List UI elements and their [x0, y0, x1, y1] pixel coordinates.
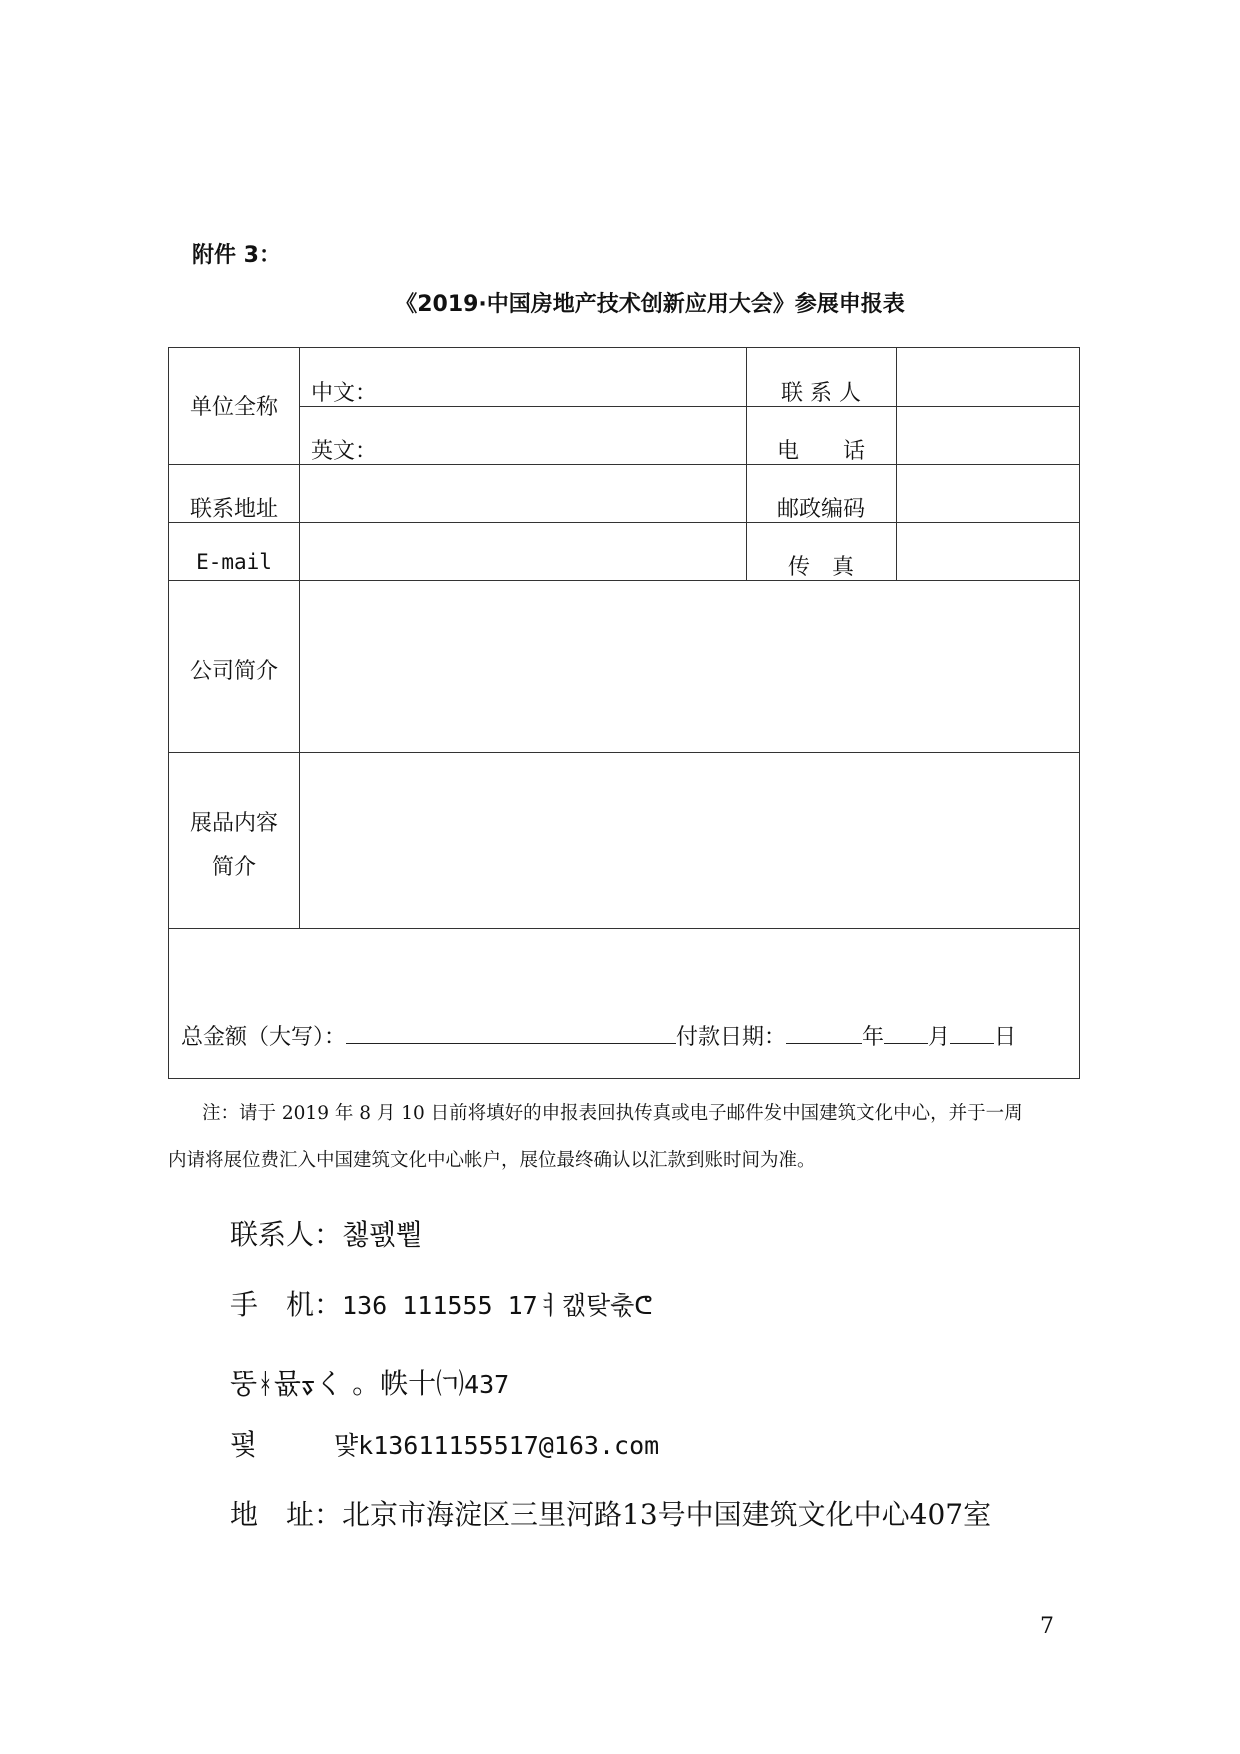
form-title: 《2019·中国房地产技术创新应用大会》参展申报表 — [395, 292, 905, 317]
english-name-label: 英文： — [311, 439, 378, 464]
address-label: 联系地址 — [189, 497, 278, 522]
note-line-2: 内请将展位费汇入中国建筑文化中心帐户，展位最终确认以汇款到账时间为准。 — [168, 1150, 816, 1171]
english-name-field[interactable] — [384, 412, 734, 460]
company-intro-field[interactable] — [305, 586, 1073, 746]
fax-label: 传 真 — [787, 555, 854, 580]
exhibit-intro-field[interactable] — [305, 758, 1073, 922]
total-amount-row — [181, 1020, 1016, 1051]
month-label: 月 — [928, 1025, 951, 1050]
col-divider — [299, 580, 300, 928]
postcode-field[interactable] — [901, 468, 1073, 518]
payment-date-label: 付款日期： — [676, 1025, 787, 1050]
contact-person-row — [230, 1213, 423, 1253]
contact-email-label: 폋 — [230, 1428, 258, 1461]
row-divider — [169, 580, 1079, 581]
email-label: E-mail — [196, 550, 272, 574]
contact-email-value[interactable]: 먗k13611155517@163.com — [334, 1431, 660, 1460]
page-number: 7 — [1040, 1614, 1054, 1639]
contact-person-value: 챓폜쀁 — [342, 1218, 424, 1251]
row-divider — [169, 464, 1079, 465]
address-row — [230, 1493, 991, 1533]
phone-field[interactable] — [901, 410, 1073, 460]
exhibit-intro-label-line1: 展品内容 — [189, 811, 278, 836]
email-row — [230, 1423, 659, 1463]
company-intro-label: 公司简介 — [189, 659, 278, 684]
fax-field[interactable] — [901, 526, 1073, 576]
tel-value: 437 — [464, 1370, 510, 1399]
total-amount-label: 总金额（大写）： — [181, 1025, 347, 1050]
note-line-1: 注：请于 2019 年 8 月 10 日前将填好的申报表回执传真或电子邮件发中国建筑文化中心，并于一周 — [202, 1103, 1023, 1124]
mobile-value: 136 111555 17ㅕ캢탖춗ᕦ — [342, 1291, 653, 1320]
contact-person-label: 联系人： — [230, 1218, 343, 1251]
chinese-name-label: 中文： — [311, 381, 378, 406]
chinese-name-field[interactable] — [384, 356, 734, 404]
contact-person-label: 联 系 人 — [781, 381, 861, 406]
exhibit-intro-label-line2: 简介 — [211, 855, 256, 880]
row-divider — [299, 406, 1079, 407]
mobile-row — [230, 1283, 653, 1323]
address-field[interactable] — [305, 468, 740, 518]
mobile-label: 手 机： — [230, 1288, 343, 1321]
contact-address-label: 地 址： — [230, 1498, 343, 1531]
day-label: 日 — [994, 1025, 1017, 1050]
payment-month-field[interactable] — [884, 1021, 928, 1044]
row-divider — [169, 522, 1079, 523]
email-field[interactable] — [305, 526, 740, 576]
payment-day-field[interactable] — [950, 1021, 994, 1044]
row-divider — [169, 752, 1079, 753]
payment-year-field[interactable] — [786, 1021, 862, 1044]
unit-name-label: 单位全称 — [189, 395, 278, 420]
tel-row — [230, 1353, 509, 1402]
tel-label: 뚱ᚼ뮶ᢌく 。帙十㈀ — [230, 1367, 465, 1400]
phone-label: 电 话 — [776, 439, 865, 464]
row-divider — [169, 928, 1079, 929]
contact-person-field[interactable] — [901, 352, 1073, 402]
application-form — [168, 347, 1080, 1079]
postcode-label: 邮政编码 — [776, 497, 865, 522]
contact-address-value: 北京市海淀区三里河路13号中国建筑文化中心407室 — [342, 1498, 992, 1531]
total-amount-field[interactable] — [346, 1021, 676, 1044]
year-label: 年 — [862, 1025, 885, 1050]
attachment-label: 附件 3： — [192, 243, 281, 268]
